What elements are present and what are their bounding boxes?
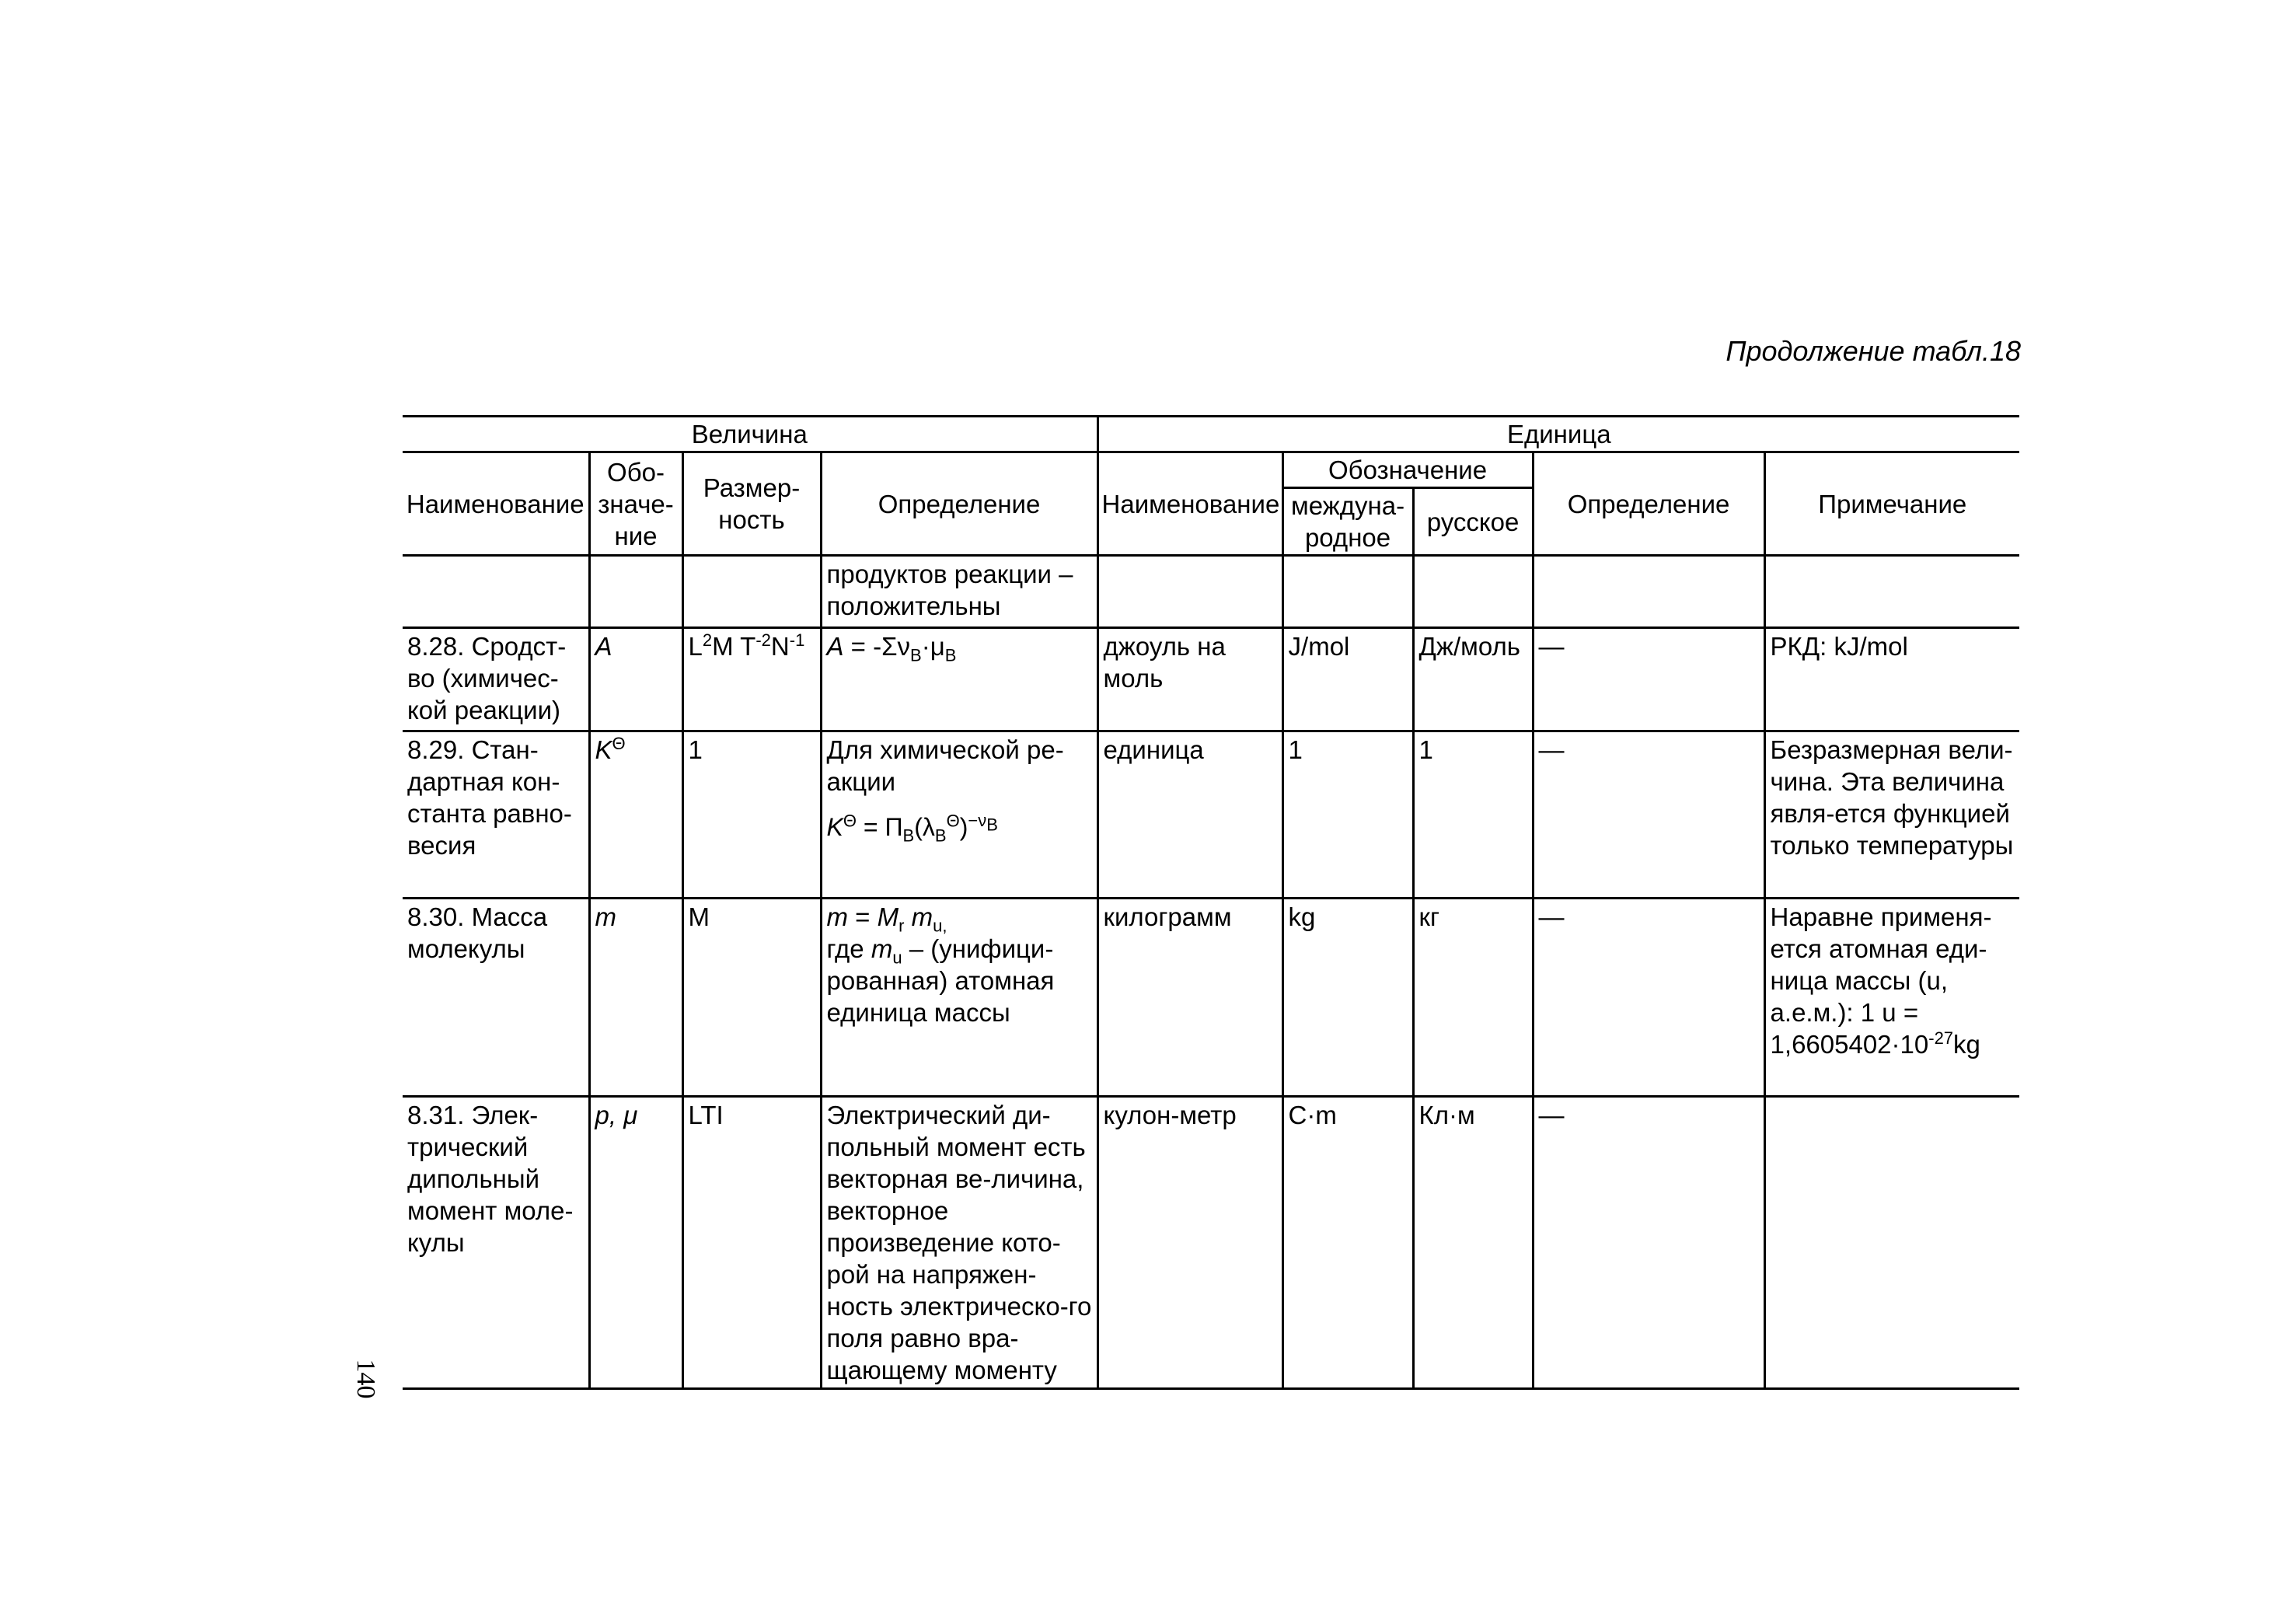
cell-unit-definition: —: [1533, 628, 1764, 731]
cell-symbol: A: [589, 628, 682, 731]
cell-unit-name: кулон-метр: [1097, 1097, 1282, 1389]
header-unit-definition: Определение: [1533, 452, 1764, 556]
cell-dimension: $L^2M$ $T^{-2}N^{-1}$: [682, 628, 821, 731]
cell-international: kg: [1282, 899, 1413, 1097]
table-row: [403, 899, 2019, 1097]
header-russian: русское: [1413, 488, 1533, 556]
cell-symbol: m: [589, 899, 682, 1097]
cell-russian: Кл·м: [1413, 1097, 1533, 1389]
table-row: [403, 628, 2019, 731]
cell-name: 8.29. Стан-дартная кон-станта равно-весия: [403, 731, 589, 899]
cell-name: 8.28. Сродст-во (химичес-кой реакции): [403, 628, 589, 731]
cell-unit-definition: —: [1533, 1097, 1764, 1389]
header-dimension: Размер-ность: [682, 452, 821, 556]
table-row: [403, 731, 2019, 899]
header-note: Примечание: [1764, 452, 2019, 556]
cell-definition: продуктов реакции – положительны: [821, 556, 1097, 628]
cell-dimension: LTI: [682, 1097, 821, 1389]
cell-international: 1: [1282, 731, 1413, 899]
header-designation: Обозначение: [1282, 452, 1533, 488]
cell-unit-name: килограмм: [1097, 899, 1282, 1097]
header-unit-name: Наименование: [1097, 452, 1282, 556]
header-unit: Единица: [1097, 417, 2019, 452]
cell-international: C·m: [1282, 1097, 1413, 1389]
header-international: междуна-родное: [1282, 488, 1413, 556]
cell-name: 8.31. Элек-трический дипольный момент моле-кулы: [403, 1097, 589, 1389]
cell-dimension: 1: [682, 731, 821, 899]
cell-international: J/mol: [1282, 628, 1413, 731]
cell-definition: $m = M_r$ $m_{u,}$ где $m_u$ – (унифици-рованная) атомная единица массы: [821, 899, 1097, 1097]
cell-name: 8.30. Масса молекулы: [403, 899, 589, 1097]
cell-unit-definition: —: [1533, 899, 1764, 1097]
cell-russian: кг: [1413, 899, 1533, 1097]
cell-definition: Электрический ди-польный момент есть векторная ве-личина, векторное произведение кото-рой на напряжен-ность электрическо-го поля равно вра-щающему моменту: [821, 1097, 1097, 1389]
table-caption: Продолжение табл.18: [1725, 335, 2021, 367]
cell-russian: 1: [1413, 731, 1533, 899]
equilibrium-formula: $K^\Theta = \Pi_B(\lambda_B^\Theta)^{-\nu_B}$: [826, 811, 998, 846]
cell-russian: Дж/моль: [1413, 628, 1533, 731]
cell-symbol: $K^\Theta$: [589, 731, 682, 899]
cell-definition: Для химической ре-акции $K^\Theta = \Pi_B(\lambda_B^\Theta)^{-\nu_B}$: [821, 731, 1097, 899]
cell-note: [1764, 1097, 2019, 1389]
header-definition: Определение: [821, 452, 1097, 556]
cell-dimension: M: [682, 899, 821, 1097]
header-symbol: Обо-значе-ние: [589, 452, 682, 556]
cell-unit-definition: —: [1533, 731, 1764, 899]
table-row: [403, 1097, 2019, 1389]
table-row: [403, 556, 2019, 628]
cell-note: РКД: kJ/mol: [1764, 628, 2019, 731]
cell-unit-name: единица: [1097, 731, 1282, 899]
cell-unit-name: джоуль на моль: [1097, 628, 1282, 731]
header-name: Наименование: [403, 452, 589, 556]
units-table: [403, 415, 2019, 1390]
page-number: 140: [351, 1359, 380, 1399]
cell-definition: $A = -\Sigma\nu_B\cdot\mu_B$: [821, 628, 1097, 731]
header-quantity: Величина: [403, 417, 1097, 452]
cell-note: Безразмерная вели-чина. Эта величина явля-ется функцией только температуры: [1764, 731, 2019, 899]
cell-symbol: p, μ: [589, 1097, 682, 1389]
cell-note: Наравне применя-ется атомная еди-ница массы (u, а.е.м.): 1 $u = 1,6605402\cdot 10^{-27}kg$: [1764, 899, 2019, 1097]
